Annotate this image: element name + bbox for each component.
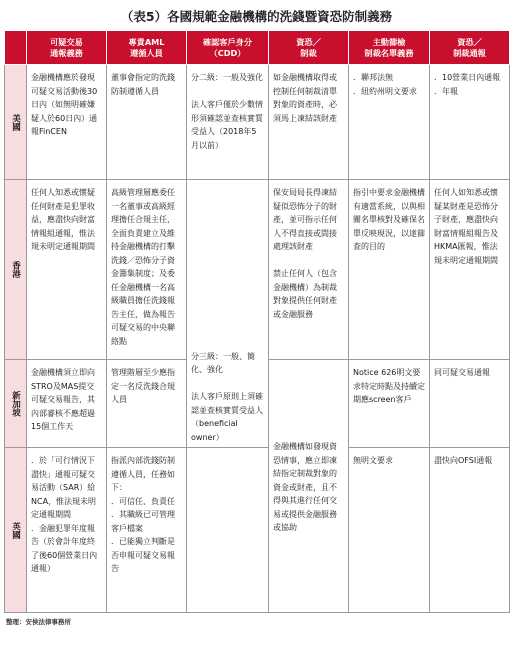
cell-report: 同可疑交易通報: [430, 360, 510, 448]
header-screening: 主動篩檢 制裁名單義務: [349, 31, 430, 65]
header-cdd: 確認客戶身分 （CDD）: [187, 31, 269, 65]
header-sanction: 資恐／ 制裁: [269, 31, 349, 65]
cell-aml: 高級管理層應委任一名董事或高級經理擔任合規主任，全面負責建立及維持金融機構的打擊洗錢／恐怖分子資金籌集制度；及委任金融機構一名高級職員擔任洗錢報告主任，做為報告可疑交易的中央聯絡點: [107, 180, 187, 360]
table-row: [5, 65, 510, 180]
cell-aml: 董事會指定的洗錢防制遵循人員: [107, 65, 187, 180]
table-row: [5, 180, 510, 360]
cell-report: 任何人如知悉或懷疑某財產是恐怖分子財產，應盡快向財富情報組報告及HKMA匯報，惟法規未明定通報期間: [430, 180, 510, 360]
cell-sanction: 金融機構如發現資恐情事，應立即凍結指定制裁對象的資金或財產，且不得與其進行任何交易或提供金融服務或協助: [269, 360, 349, 613]
cell-report: ．10營業日內通報 ．年報: [430, 65, 510, 180]
cell-screening: ．聯邦法無 ．紐約州明文要求: [349, 65, 430, 180]
table-title: （表5）各國規範金融機構的洗錢暨資恐防制義務: [120, 9, 393, 24]
header-report: 資恐／ 制裁通報: [430, 31, 510, 65]
cell-report: 盡快向OFSI通報: [430, 448, 510, 613]
cell-cdd: 分二級：一般及強化 法人客戶僅於少數情形須確認並查核實質受益人（2018年5月以前）: [187, 65, 269, 180]
source-note: 整理：安侯法律事務所: [6, 618, 71, 626]
header-row: [5, 31, 510, 65]
aml-obligations-table: [4, 30, 510, 613]
country-sg: 新加坡: [5, 360, 27, 448]
cell-str: 任何人知悉或懷疑任何財產是犯罪收益，應盡快向財富情報組通報，惟法規未明定通報期間: [27, 180, 107, 360]
header-country: [5, 31, 27, 65]
country-us: 美國: [5, 65, 27, 180]
cell-cdd-empty: [187, 448, 269, 613]
cell-sanction: 如金融機構取得或控制任何制裁清單對象的資產時，必須馬上凍結該財產: [269, 65, 349, 180]
cell-str: ．於「可行情況下盡快」通報可疑交易活動（SAR）給NCA，惟法規未明定通報期間 ．金融犯罪年度報告（於會計年度終了後60個營業日內通報）: [27, 448, 107, 613]
cell-screening: 無明文要求: [349, 448, 430, 613]
table-row: [5, 448, 510, 613]
cell-cdd: 分三級：一般、簡化、強化 法人客戶原則上須確認並查核實質受益人（beneficial owner）: [187, 180, 269, 448]
cell-screening: Notice 626明文要求特定時點及持續定期應screen客戶: [349, 360, 430, 448]
cell-aml: 指派內部洗錢防制遵循人員，任務如下： ．可信任、負責任 ．其職級已可管理客戶檔案 ．已能獨立判斷是否申報可疑交易報告: [107, 448, 187, 613]
header-aml: 專責AML 遵循人員: [107, 31, 187, 65]
cell-str: 金融機構應於發現可疑交易活動後30日內（如無明確嫌疑人於60日內）通報FinCEN: [27, 65, 107, 180]
cell-sanction: 保安局局長得凍結疑似恐怖分子的財產，並可指示任何人不得直接或間接處理該財產 禁止任何人（包含金融機構）為制裁對象提供任何財產或金融服務: [269, 180, 349, 360]
country-uk: 英國: [5, 448, 27, 613]
cell-aml: 管理階層至少應指定一名反洗錢合規人員: [107, 360, 187, 448]
cell-str: 金融機構須立即向STRO及MAS提交可疑交易報告，其內部審核不應超過15個工作天: [27, 360, 107, 448]
country-hk: 香港: [5, 180, 27, 360]
header-str: 可疑交易 通報義務: [27, 31, 107, 65]
cell-screening: 指引中要求金融機構有適當系統，以與相關名單核對及確保名單反映現況，以達篩查的目的: [349, 180, 430, 360]
